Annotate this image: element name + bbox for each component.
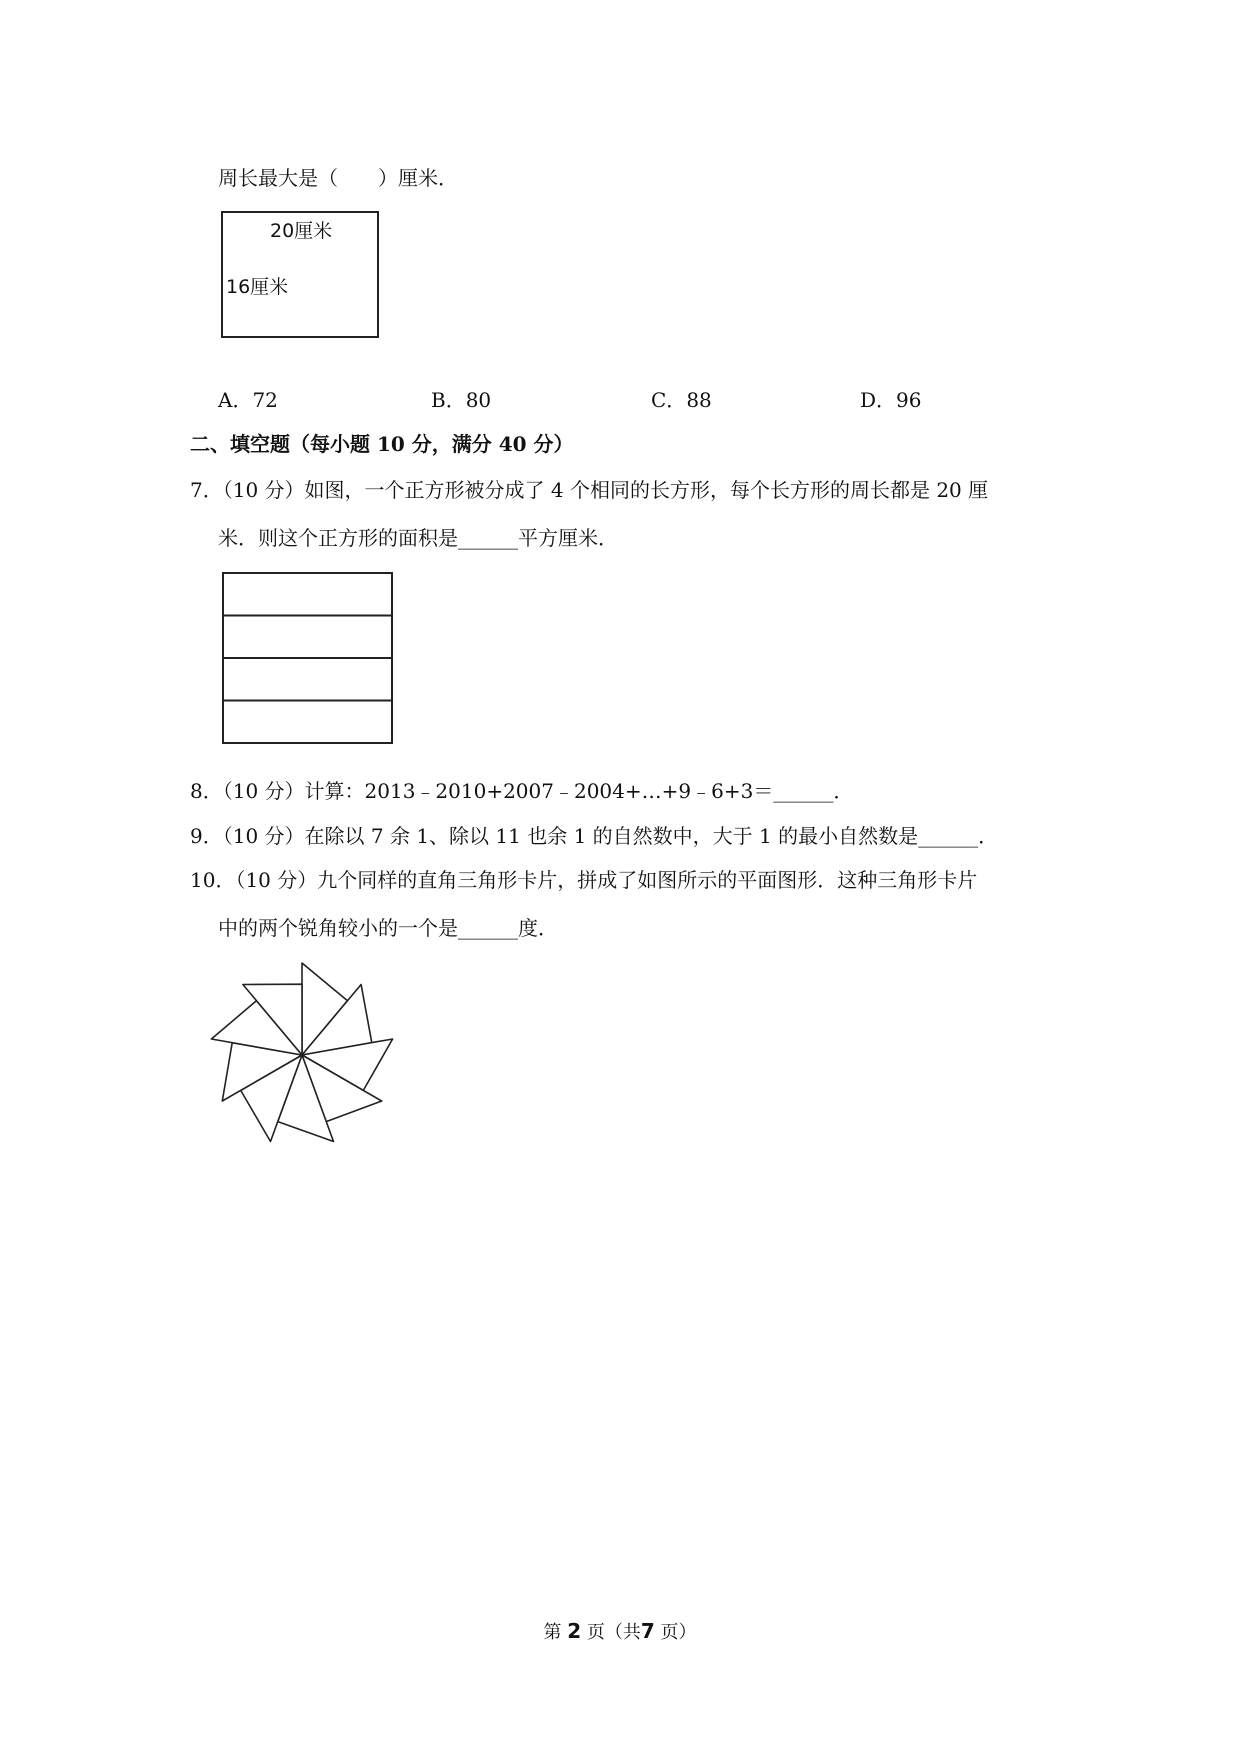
option-b-letter: B． — [431, 388, 466, 412]
footer-prefix: 第 — [543, 1622, 562, 1643]
q7-line1: 7．（10 分）如图，一个正方形被分成了 4 个相同的长方形，每个长方形的周长都是 20 厘 — [190, 478, 989, 502]
q8-line1: 8．（10 分）计算：2013﹣2010+2007﹣2004+…+9﹣6+3＝______． — [190, 779, 854, 803]
footer-total-pages: 7 — [640, 1619, 655, 1643]
option-b — [431, 386, 491, 414]
option-d-letter: D． — [860, 388, 897, 412]
q10-pinwheel-triangles — [211, 963, 392, 1142]
q6-top-label: 20厘米 — [270, 220, 333, 242]
q6-rectangle-figure — [220, 210, 380, 340]
footer-middle: 页（共 — [586, 1622, 641, 1643]
option-d — [860, 386, 922, 414]
option-c — [651, 386, 712, 414]
section-heading: 二、填空题（每小题 10 分，满分 40 分） — [190, 432, 574, 456]
page-footer — [0, 1618, 1240, 1646]
q7-line2: 米．则这个正方形的面积是______平方厘米． — [218, 526, 618, 550]
q6-text: 周长最大是（ ）厘米． — [218, 166, 458, 190]
q10-line1: 10．（10 分）九个同样的直角三角形卡片，拼成了如图所示的平面图形．这种三角形卡片 — [190, 868, 978, 892]
option-b-value: 80 — [465, 388, 492, 412]
option-a — [218, 386, 278, 414]
q6-side-label: 16厘米 — [226, 276, 289, 298]
footer-page-number: 2 — [567, 1619, 582, 1643]
option-c-value: 88 — [686, 388, 712, 412]
q10-pinwheel-figure — [210, 955, 410, 1155]
option-d-value: 96 — [896, 388, 922, 412]
q10-line2: 中的两个锐角较小的一个是______度． — [218, 916, 558, 940]
option-c-letter: C． — [651, 388, 687, 412]
option-a-letter: A． — [218, 388, 253, 412]
q7-square-figure — [222, 572, 394, 746]
option-a-value: 72 — [252, 388, 278, 412]
q9-line1: 9．（10 分）在除以 7 余 1、除以 11 也余 1 的自然数中，大于 1 的最小自然数是______． — [190, 824, 999, 848]
footer-suffix: 页） — [660, 1622, 697, 1643]
